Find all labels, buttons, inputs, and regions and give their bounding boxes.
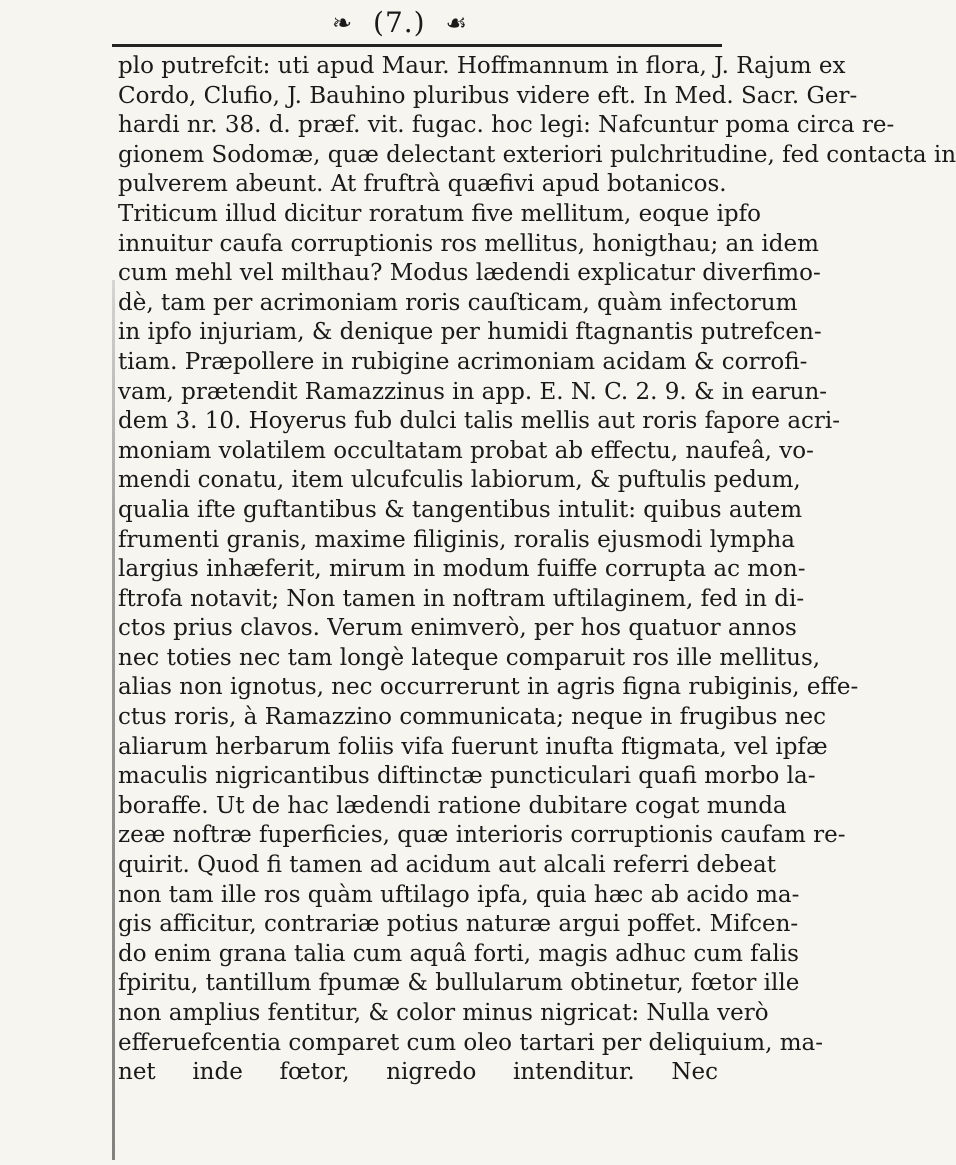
text-line: dè, tam per acrimoniam roris cauſticam, quàm infectorum [118,289,798,316]
text-line: zeæ noftræ fuperficies, quæ interioris corruptionis caufam re- [118,822,846,849]
text-line: alias non ignotus, nec occurrerunt in agris figna rubiginis, effe- [118,674,859,701]
page-number: (7.) [373,6,426,39]
text-line: frumenti granis, maxime filiginis, roralis ejusmodi lympha [118,526,795,553]
text-line: mendi conatu, item ulcufculis labiorum, & puftulis pedum, [118,467,801,494]
text-line: non tam ille ros quàm uftilago ipfa, quia hæc ab acido ma- [118,881,800,908]
text-line: hardi nr. 38. d. præf. vit. fugac. hoc legi: Nafcuntur poma circa re- [118,112,895,139]
text-line: innuitur caufa corruptionis ros mellitus, honigthau; an idem [118,230,819,257]
text-line: ctos prius clavos. Verum enimverò, per hos quatuor annos [118,615,797,642]
ornament-right-icon: ☙ [445,8,468,37]
text-line: tiam. Præpollere in rubigine acrimoniam acidam & corrofi- [118,348,808,375]
text-line: moniam volatilem occultatam probat ab effectu, naufeâ, vo- [118,437,814,464]
text-line: boraffe. Ut de hac lædendi ratione dubitare cogat munda [118,792,787,819]
text-line: cum mehl vel milthau? Modus lædendi explicatur diverfimo- [118,260,821,287]
text-line: in ipfo injuriam, & denique per humidi ftagnantis putrefcen- [118,319,822,346]
text-line: vam, prætendit Ramazzinus in app. E. N. C. 2. 9. & in earun- [118,378,828,405]
text-line: net inde fœtor, nigredo intenditur. Nec [118,1059,718,1086]
text-line: qualia ifte guftantibus & tangentibus intulit: quibus autem [118,496,803,523]
text-line: pulverem abeunt. At fruftrà quæfivi apud botanicos. [118,171,727,198]
text-line: efferuefcentia comparet cum oleo tartari per deliquium, ma- [118,1029,824,1056]
text-line: fpiritu, tantillum fpumæ & bullularum obtinetur, fœtor ille [118,970,800,997]
text-line: gis afficitur, contrariæ potius naturæ argui poffet. Mifcen- [118,911,799,938]
page-header [0,4,800,40]
text-line: nec toties nec tam longè lateque comparuit ros ille mellitus, [118,644,821,671]
text-line: plo putrefcit: uti apud Maur. Hoffmannum in flora, J. Rajum ex [118,53,846,79]
text-line: do enim grana talia cum aquâ forti, magis adhuc cum falis [118,940,799,967]
text-line: ctus roris, à Ramazzino communicata; neque in frugibus nec [118,704,826,731]
ornament-left-icon: ❧ [332,8,354,37]
header-rule [112,44,722,47]
text-line: dem 3. 10. Hoyerus fub dulci talis mellis aut roris fapore acri- [118,408,841,435]
text-line: aliarum herbarum foliis vifa fuerunt inufta ftigmata, vel ipfæ [118,733,828,760]
text-line: quirit. Quod fi tamen ad acidum aut alcali referri debeat [118,852,776,879]
text-body [118,52,956,1088]
text-line: largius inhæferit, mirum in modum fuiffe corrupta ac mon- [118,556,806,583]
text-line: Triticum illud dicitur roratum five mellitum, eoque ipfo [118,200,762,227]
binding-shadow [112,280,115,1160]
text-line: ftrofa notavit; Non tamen in noftram uftilaginem, fed in di- [118,585,805,612]
text-line: maculis nigricantibus diftinctæ puncticulari quafi morbo la- [118,763,816,790]
text-line: gionem Sodomæ, quæ delectant exteriori pulchritudine, fed contacta in [118,141,956,168]
text-line: Cordo, Clufio, J. Bauhino pluribus videre eft. In Med. Sacr. Ger- [118,82,858,109]
text-line: non amplius fentitur, & color minus nigricat: Nulla verò [118,1000,769,1026]
